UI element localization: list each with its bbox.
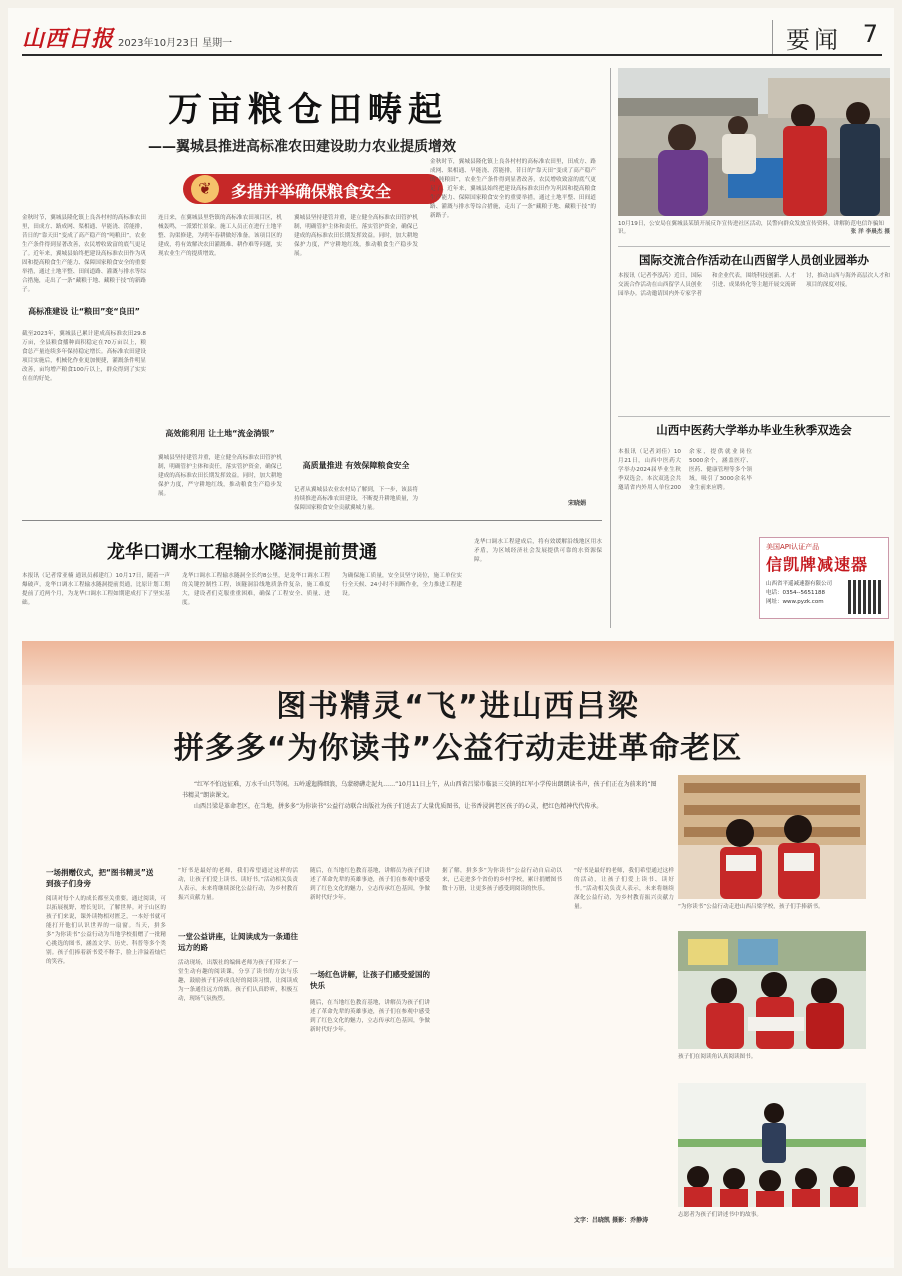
feature-photo3-caption: 志愿者为孩子们讲述书中的故事。 (678, 1212, 762, 1218)
newspaper-page (8, 8, 894, 1268)
story2-column-2: 龙华口调水工程输水隧洞全长约8公里，是龙华口调水工程的关键控制性工程，该隧洞沿线地质条件复杂，施工难度大，建设者们克服重重困难，确保了工程安全、质量、进度。 (182, 573, 330, 606)
story1-author: 宋晓娟 (568, 500, 587, 507)
divider (22, 520, 602, 521)
feature-title-line2: 拼多多“为你读书”公益行动走进革命老区 (173, 731, 743, 766)
feature-author: 文字：吕晓凯 摄影：乔静涛 (574, 1217, 649, 1224)
ad-brand: 信凯牌减速器 (766, 555, 869, 574)
photo-anti-fraud (618, 68, 890, 216)
ad-certification: 美国API认证产品 (766, 543, 820, 551)
masthead (22, 20, 882, 56)
wheat-icon: ❦ (191, 175, 219, 203)
story-tcm-university-title: 山西中医药大学举办毕业生秋季双选会 (656, 423, 852, 437)
story1-subtitle: ——翼城县推进高标准农田建设助力农业提质增效 (148, 139, 456, 155)
divider (618, 246, 890, 247)
feature-section (22, 641, 894, 1257)
story1-column-2b: 翼城县坚持建管并重，建立健全高标准农田管护机制，明确管护主体和责任，落实管护资金，确保已建成的高标准农田长期发挥效益。同时，加大耕地保护力度，严守耕地红线，推动粮食生产稳步发展。 (158, 455, 282, 497)
feature-subhead-3: 一场红色讲解，让孩子们感受爱国的快乐 (310, 970, 430, 990)
banner-label: 多措并举确保粮食安全 (231, 182, 392, 201)
story1-column-3a: 翼城县坚持建管并重，建立健全高标准农田管护机制，明确管护主体和责任，落实管护资金，确保已建成的高标准农田长期发挥效益。同时，加大耕地保护力度，严守耕地红线，推动粮食生产稳步发展。 (294, 215, 418, 257)
ad-contact: 山西省平遥减速器有限公司 电话：0354--5651188 网址：www.pyzk.com (766, 581, 833, 605)
feature-lead: “红军不怕远征难，万水千山只等闲。五岭逶迤腾细浪，乌蒙磅礴走泥丸……”10月11日上午，从山西省吕梁市临县三交镇的红军小学传出朗朗读书声，孩子们正在为前来的“图书精灵”朗读课文。 山西吕梁是革命老区，在当地，拼多多“为你读书”公益行动联合出版社为孩子们送去了大量优质图书，让书香浸润老区孩子的心灵，把红色精神代代传承。 (182, 781, 657, 810)
divider (618, 416, 890, 417)
story-intl-exchange-text: 本报讯（记者李泓芮）近日，国际交流合作活动在山西留学人员创业园举办。活动邀请国内外专家学者和企业代表，围绕科技创新、人才引进、成果转化等主题开展交流研讨，推动山西与海外高层次人才和项目的深度对接。 (618, 273, 890, 297)
feature-subhead-2: 一堂公益讲座，让阅读成为一条通往远方的路 (178, 932, 298, 952)
photo-classroom-story (678, 1083, 866, 1207)
story2-title: 龙华口调水工程输水隧洞提前贯通 (107, 542, 377, 563)
story1-title: 万亩粮仓田畴起 (168, 90, 448, 130)
story1-column-1a: 金秋时节，翼城县隆化镇上良各村村的高标准农田里，田成方、路成网、渠相通、旱能浇、涝能排，昔日的“靠天田”变成了高产稳产的“吨粮田”，农业生产条件得到显著改善，农民增收致富的底气更足了。近年来，翼城县始终把建设高标准农田作为巩固和提高粮食生产能力、保障国家粮食安全的重要举措，通过土地平整、田间道路、灌溉与排水等综合措施，走出了一条“藏粮于地、藏粮于技”的新路子。 (22, 215, 146, 293)
photo1-credit: 张 洋 李晨杰 摄 (850, 229, 890, 235)
story-tcm-university-text: 本报讯（记者刘佳）10月21日，山西中医药大学举办2024届毕业生秋季双选会。本次双选会共邀请省内外用人单位200余家，提供就业岗位5000余个，涵盖医疗、医药、健康管理等多个领域，吸引了3000余名毕业生前来应聘。 (618, 449, 752, 491)
feature-photo1-caption: “为你读书”公益行动走进山西吕梁学校，孩子们手捧新书。 (678, 904, 824, 910)
feature-title-line1: 图书精灵“飞”进山西吕梁 (276, 689, 640, 724)
story-intl-exchange-title: 国际交流合作活动在山西留学人员创业园举办 (639, 253, 869, 267)
feature-column-5: “好书是最好的老师，我们希望通过这样的活动，让孩子们爱上读书、读好书。”活动相关负责人表示，未来将继续深化公益行动，为乡村教育振兴贡献力量。 (574, 868, 674, 910)
feature-column-4: 据了解，拼多多“为你读书”公益行动自启动以来，已走进多个省份的乡村学校，累计捐赠图书数十万册，让更多孩子感受到阅读的快乐。 (442, 868, 562, 892)
advertisement (759, 537, 889, 619)
feature-column-3b: 随后，在当地红色教育基地，讲解员为孩子们讲述了革命先辈的英雄事迹，孩子们在参观中感受到了红色文化的魅力，立志传承红色基因，争做新时代好少年。 (310, 1000, 430, 1033)
page-number: 7 (862, 20, 878, 48)
photo-reading-corner (678, 931, 866, 1049)
story1-column-1b: 截至2023年，翼城县已累计建成高标准农田29.8万亩，全县粮食播种面积稳定在70万亩以上，粮食总产量连续多年保持稳定增长。高标准农田建设项目实施后，机械化作业更加便捷，灌溉条件明显改善，亩均增产粮食100斤以上，群众得到了实实在在的好处。 (22, 331, 146, 382)
dateline: 2023年10月23日 星期一 (118, 38, 233, 49)
qr-code-icon (848, 580, 882, 614)
story1-column-4: 金秋时节，翼城县隆化镇上良各村村的高标准农田里，田成方、路成网、渠相通、旱能浇、涝能排，昔日的“靠天田”变成了高产稳产的“吨粮田”，农业生产条件得到显著改善，农民增收致富的底气更足了。近年来，翼城县始终把建设高标准农田作为巩固和提高粮食生产能力、保障国家粮食安全的重要举措，通过土地平整、田间道路、灌溉与排水等综合措施，走出了一条“藏粮于地、藏粮于技”的新路子。 (430, 159, 596, 219)
section-name: 要闻 (786, 26, 842, 54)
photo-children-reading (678, 775, 866, 899)
feature-column-2b: 活动现场，出版社的编辑老师为孩子们带来了一堂生动有趣的阅读课，分享了读书的方法与乐趣，鼓励孩子们养成良好的阅读习惯，让阅读成为一条通往远方的路。孩子们认真聆听，积极互动，现场气氛热烈。 (178, 960, 298, 1002)
feature-header-highlight (22, 641, 894, 685)
story2-column-1: 本报讯（记者常亚楠 通讯员郝建红）10月17日，随着一声爆破声，龙华口调水工程输水隧洞提前贯通，比原计划工期提前了近两个月，为龙华口调水工程如期建成打下了坚实基础。 (22, 573, 170, 606)
feature-column-3a: 随后，在当地红色教育基地，讲解员为孩子们讲述了革命先辈的英雄事迹，孩子们在参观中感受到了红色文化的魅力，立志传承红色基因，争做新时代好少年。 (310, 868, 430, 901)
story1-banner (183, 174, 443, 204)
story2-column-4: 龙华口调水工程建成后，将有效缓解沿线地区用水矛盾，为区域经济社会发展提供可靠的水资源保障。 (474, 539, 602, 563)
newspaper-logo: 山西日报 (22, 26, 115, 52)
feature-column-1: 阅读对每个人的成长都至关重要。通过阅读，可以拓展视野，增长见识，了解世界。对于山区的孩子们来说，课外读物相对匮乏，一本好书就可能打开他们认识世界的一扇窗。当天，拼多多“为你读书”公益行动为当地学校捐赠了一批精心挑选的图书，涵盖文学、历史、科普等多个类别。孩子们捧着新书爱不释手，脸上洋溢着灿烂的笑容。 (46, 896, 166, 965)
story1-subhead-2: 高效能利用 让土地“流金淌银” (165, 429, 275, 438)
story1-column-2a: 连日来，在翼城县里砦镇的高标准农田项目区，机械轰鸣，一派繁忙景象。施工人员正在进行土地平整、沟渠修建，为明年春耕做好准备。该项目区的建成，将有效解决农田灌溉难、耕作难等问题，实现农业生产的提质增效。 (158, 215, 282, 257)
story2-column-3: 为确保施工质量，安全员坚守岗位，施工单位实行全天候、24小时不间断作业，全力推进工程建设。 (342, 573, 462, 597)
feature-photo2-caption: 孩子们在阅读角认真阅读图书。 (678, 1054, 757, 1060)
feature-subhead-1: 一场捐赠仪式，把“图书精灵”送到孩子们身旁 (46, 868, 154, 888)
story1-subhead-3: 高质量推进 有效保障粮食安全 (302, 461, 410, 470)
photo1-caption: 10月19日，公安局在翼城县某镇开展反诈宣传进社区活动，民警向群众发放宣传资料，讲解防范电信诈骗知识。 张 洋 李晨杰 摄 (618, 221, 890, 235)
column-divider (610, 68, 611, 628)
story1-column-3b: 记者从翼城县农业农村局了解到，下一步，该县将持续推进高标准农田建设，不断提升耕地质量，为保障国家粮食安全贡献翼城力量。 (294, 487, 418, 510)
story1-subhead-1: 高标准建设 让“粮田”变“良田” (28, 307, 140, 316)
feature-column-2a: “好书是最好的老师，我们希望通过这样的活动，让孩子们爱上读书、读好书。”活动相关负责人表示，未来将继续深化公益行动，为乡村教育振兴贡献力量。 (178, 868, 298, 901)
